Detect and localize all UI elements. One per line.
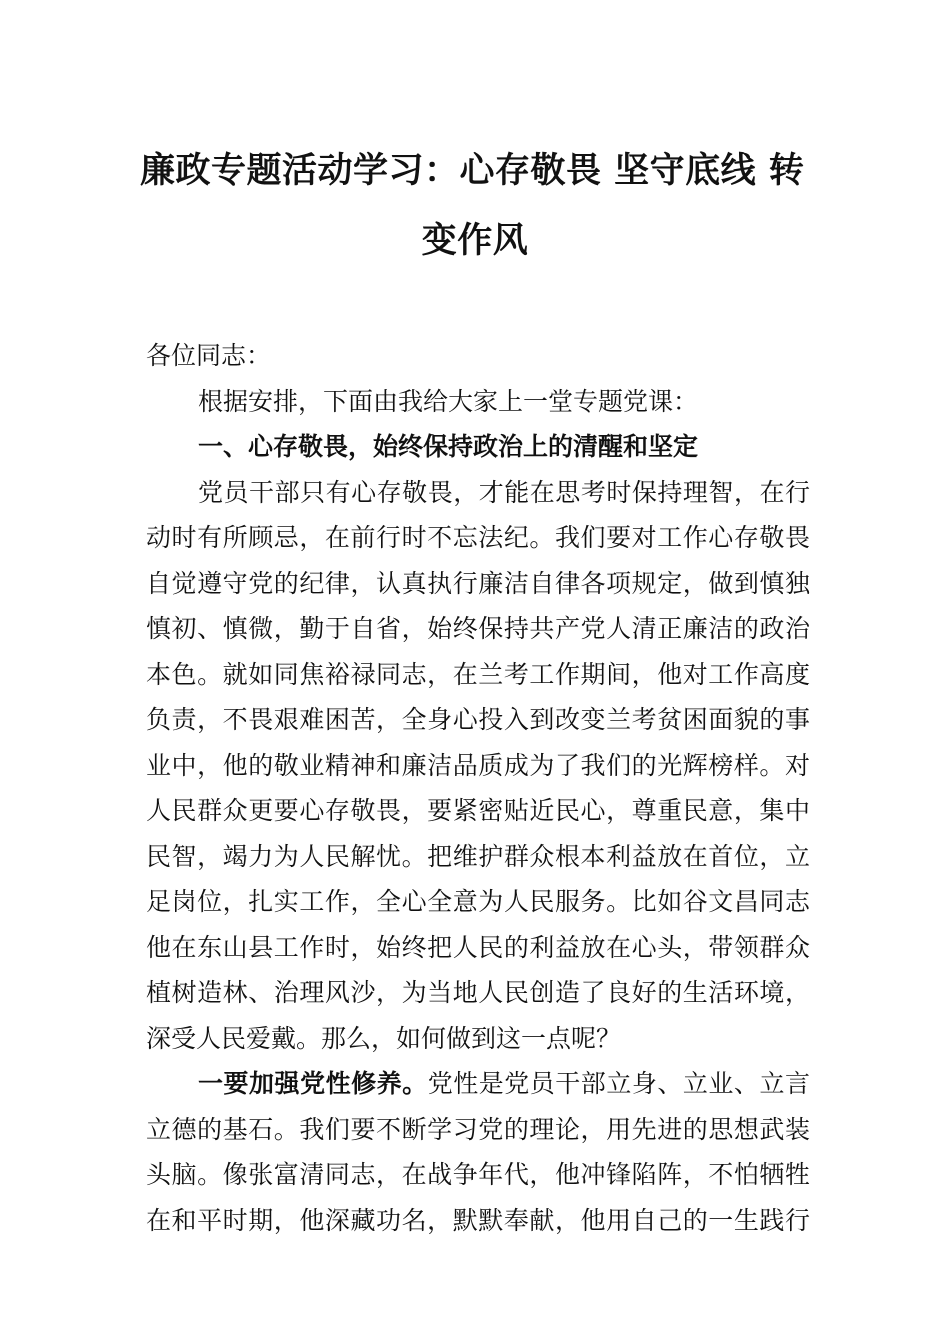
document-body bbox=[146, 333, 810, 1243]
paragraph-line: 立德的基石。我们要不断学习党的理论，用先进的思想武装 bbox=[146, 1114, 810, 1144]
section-heading: 一、心存敬畏，始终保持政治上的清醒和坚定 bbox=[198, 432, 699, 461]
paragraph-line: 自觉遵守党的纪律，认真执行廉洁自律各项规定，做到慎独 bbox=[146, 568, 810, 598]
document-title bbox=[140, 150, 810, 261]
paragraph-line: 业中，他的敬业精神和廉洁品质成为了我们的光辉榜样。对 bbox=[146, 750, 810, 780]
title-line-1: 廉政专题活动学习：心存敬畏 坚守底线 转 bbox=[140, 150, 805, 191]
paragraph-line: 民智，竭力为人民解忧。把维护群众根本利益放在首位，立 bbox=[146, 841, 810, 871]
bold-lead: 一要加强党性修养。 bbox=[198, 1069, 428, 1098]
paragraph-line: 深受人民爱戴。那么，如何做到这一点呢？ bbox=[146, 1023, 622, 1053]
paragraph-line: 植树造林、治理风沙，为当地人民创造了良好的生活环境， bbox=[146, 978, 810, 1007]
paragraph-line: 他在东山县工作时，始终把人民的利益放在心头，带领群众 bbox=[146, 932, 810, 962]
paragraph-line bbox=[146, 1061, 810, 1107]
paragraph-text: 党性是党员干部立身、立业、立言 bbox=[427, 1069, 810, 1098]
paragraph-line: 足岗位，扎实工作，全心全意为人民服务。比如谷文昌同志 bbox=[146, 887, 810, 916]
paragraph-line: 负责，不畏艰难困苦，全身心投入到改变兰考贫困面貌的事 bbox=[146, 705, 810, 734]
title-line-2: 变作风 bbox=[421, 220, 529, 261]
paragraph-line: 动时有所顾忌，在前行时不忘法纪。我们要对工作心存敬畏 bbox=[146, 523, 810, 552]
paragraph-line: 在和平时期，他深藏功名，默默奉献，他用自己的一生践行 bbox=[146, 1205, 810, 1235]
paragraph-line: 党员干部只有心存敬畏，才能在思考时保持理智，在行 bbox=[198, 477, 810, 507]
paragraph-line: 头脑。像张富清同志，在战争年代，他冲锋陷阵，不怕牺牲 bbox=[146, 1160, 810, 1189]
paragraph-line: 慎初、慎微，勤于自省，始终保持共产党人清正廉洁的政治 bbox=[146, 614, 810, 643]
intro-line: 根据安排，下面由我给大家上一堂专题党课： bbox=[198, 386, 699, 416]
salutation: 各位同志： bbox=[146, 341, 272, 370]
paragraph-line: 人民群众更要心存敬畏，要紧密贴近民心，尊重民意，集中 bbox=[146, 796, 810, 825]
paragraph-line: 本色。就如同焦裕禄同志，在兰考工作期间，他对工作高度 bbox=[146, 659, 810, 689]
